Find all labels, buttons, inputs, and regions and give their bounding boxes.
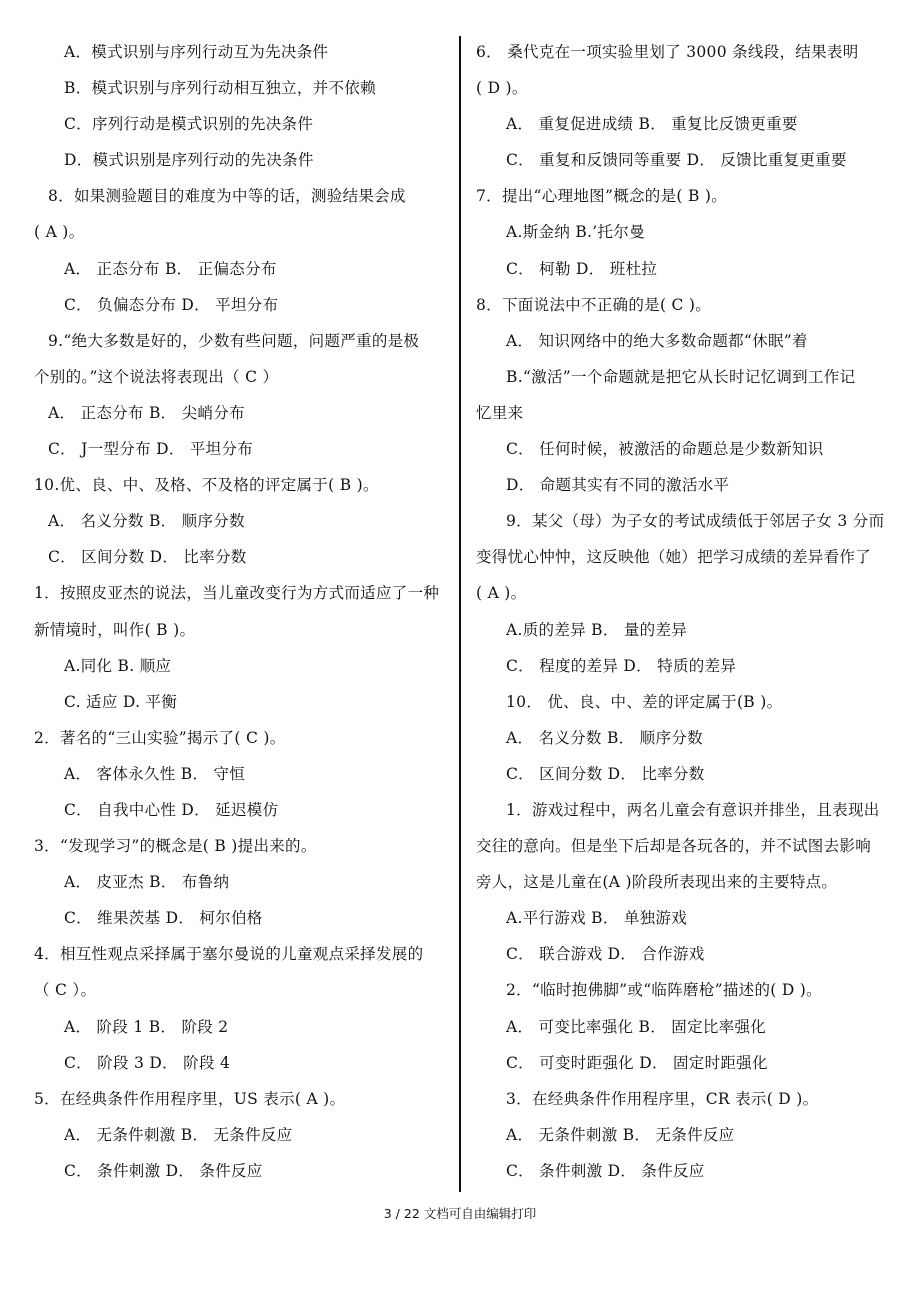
text-line: 8．如果测验题目的难度为中等的话，测验结果会成 [48, 187, 406, 206]
text-line: 9.“绝大多数是好的，少数有些问题，问题严重的是极 [48, 331, 420, 350]
text-line: A． 客体永久性 B． 守恒 [64, 764, 246, 783]
text-line: C． 柯勒 D． 班杜拉 [506, 259, 658, 278]
text-line: 7．提出“心理地图”概念的是( B )。 [476, 187, 728, 206]
text-line: 个别的。”这个说法将表现出（ C ） [34, 367, 279, 386]
text-line: 忆里来 [476, 403, 524, 422]
text-line: A． 知识网络中的绝大多数命题都“休眠”着 [506, 331, 808, 350]
text-line: 4．相互性观点采择属于塞尔曼说的儿童观点采择发展的 [34, 945, 424, 964]
text-line: ( A )。 [476, 584, 527, 603]
text-line: A． 名义分数 B． 顺序分数 [48, 512, 245, 531]
text-line: D．模式识别是序列行动的先决条件 [64, 151, 314, 170]
text-line: A.质的差异 B． 量的差异 [506, 620, 688, 639]
text-line: 10.优、良、中、及格、不及格的评定属于( B )。 [34, 476, 379, 495]
text-line: A． 正态分布 B． 正偏态分布 [64, 259, 277, 278]
text-line: C． 自我中心性 D． 延迟模仿 [64, 800, 279, 819]
text-line: C． 重复和反馈同等重要 D． 反馈比重复更重要 [506, 151, 847, 170]
text-line: C． 联合游戏 D． 合作游戏 [506, 945, 705, 964]
text-line: A． 皮亚杰 B． 布鲁纳 [64, 873, 230, 892]
text-line: A.平行游戏 B． 单独游戏 [506, 909, 688, 928]
text-line: C． 条件刺激 D． 条件反应 [506, 1161, 705, 1180]
left-column [34, 34, 450, 1189]
text-line: B.“激活”一个命题就是把它从长时记忆调到工作记 [506, 367, 856, 386]
text-line: C. 适应 D. 平衡 [64, 692, 178, 711]
text-line: A． 名义分数 B． 顺序分数 [506, 728, 703, 747]
text-line: A． 可变比率强化 B． 固定比率强化 [506, 1017, 767, 1036]
text-line: C． 条件刺激 D． 条件反应 [64, 1161, 263, 1180]
text-line: A．模式识别与序列行动互为先决条件 [64, 43, 329, 61]
page-footer: 3 / 22 文档可自由编辑打印 [383, 1206, 537, 1221]
text-line: 5．在经典条件作用程序里，US 表示( A )。 [34, 1089, 346, 1108]
text-line: D． 命题其实有不同的激活水平 [506, 476, 730, 495]
right-column [476, 34, 892, 1189]
text-line: 变得忧心忡忡，这反映他（她）把学习成绩的差异看作了 [476, 548, 872, 567]
text-line: C． 区间分数 D． 比率分数 [48, 548, 247, 567]
text-line: C． 阶段 3 D． 阶段 4 [64, 1053, 231, 1072]
text-line: 2．著名的“三山实验”揭示了( C )。 [34, 728, 286, 747]
text-line: 3．“发现学习”的概念是( B )提出来的。 [34, 837, 317, 856]
text-line: 1．游戏过程中，两名儿童会有意识并排坐，且表现出 [506, 800, 880, 819]
text-line: 10． 优、良、中、差的评定属于(B )。 [506, 692, 783, 711]
text-line: C． 任何时候，被激活的命题总是少数新知识 [506, 440, 824, 459]
text-line: 3．在经典条件作用程序里，CR 表示( D )。 [506, 1089, 819, 1108]
text-line: （ C ）。 [34, 981, 97, 1000]
text-line: 9．某父（母）为子女的考试成绩低于邻居子女 3 分而 [506, 512, 885, 531]
text-line: C． 负偏态分布 D． 平坦分布 [64, 295, 279, 314]
text-line: A.斯金纳 B.’托尔曼 [506, 223, 645, 242]
text-line: A． 无条件刺激 B． 无条件反应 [506, 1125, 735, 1144]
text-line: C． 维果茨基 D． 柯尔伯格 [64, 909, 263, 928]
text-line: A． 无条件刺激 B． 无条件反应 [64, 1125, 293, 1144]
text-line: 6． 桑代克在一项实验里划了 3000 条线段，结果表明 [476, 43, 859, 61]
column-divider [459, 36, 461, 1192]
text-line: 旁人，这是儿童在(A )阶段所表现出来的主要特点。 [476, 873, 838, 892]
text-line: C． J一型分布 D． 平坦分布 [48, 440, 254, 459]
text-line: C． 区间分数 D． 比率分数 [506, 764, 705, 783]
text-line: C． 可变时距强化 D． 固定时距强化 [506, 1053, 768, 1072]
text-line: A． 正态分布 B． 尖峭分布 [48, 403, 245, 422]
text-line: 新情境时，叫作( B )。 [34, 620, 196, 639]
text-line: A． 阶段 1 B． 阶段 2 [64, 1017, 229, 1036]
text-line: A.同化 B. 顺应 [64, 656, 172, 675]
text-line: B．模式识别与序列行动相互独立，并不依赖 [64, 79, 376, 98]
text-line: 2．“临时抱佛脚”或“临阵磨枪”描述的( D )。 [506, 981, 822, 1000]
text-line: 1．按照皮亚杰的说法，当儿童改变行为方式而适应了一种 [34, 584, 440, 603]
text-line: ( D )。 [476, 79, 528, 98]
text-line: ( A )。 [34, 223, 85, 242]
text-line: C．序列行动是模式识别的先决条件 [64, 115, 314, 134]
text-line: 交往的意向。但是坐下后却是各玩各的，并不试图去影响 [476, 837, 872, 856]
text-line: C． 程度的差异 D． 特质的差异 [506, 656, 737, 675]
text-line: A． 重复促进成绩 B． 重复比反馈更重要 [506, 115, 798, 134]
text-line: 8．下面说法中不正确的是( C )。 [476, 295, 712, 314]
